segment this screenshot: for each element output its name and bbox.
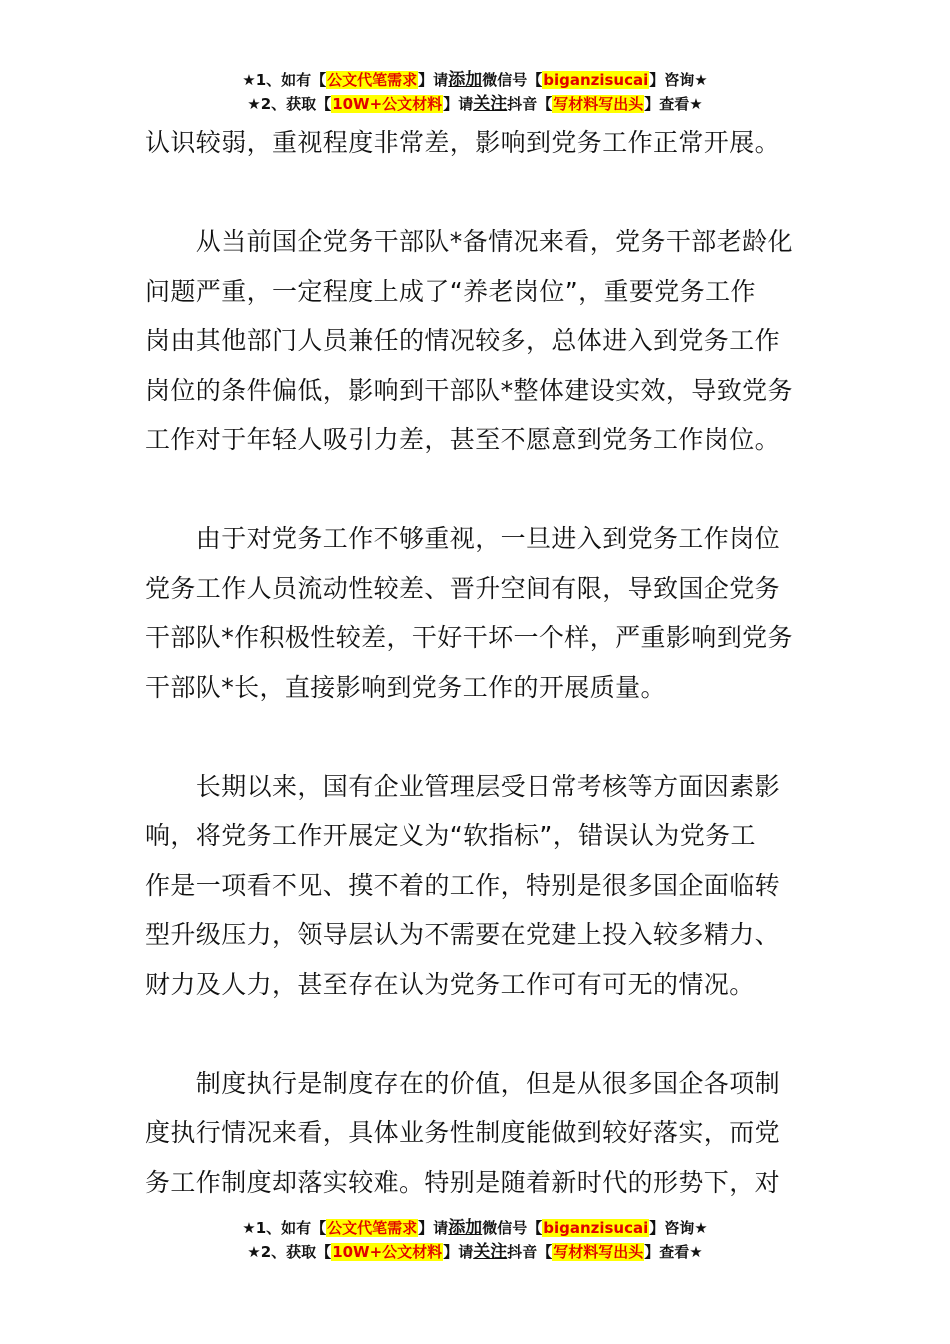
banner-text: ★2、获取【 (247, 1243, 332, 1261)
banner-text: 】咨询★ (649, 71, 708, 89)
text-line: 务工作制度却落实较难。特别是随着新时代的形势下，对 (145, 1167, 781, 1197)
text-line: 从当前国企党务干部队*备情况来看，党务干部老龄化 (145, 227, 793, 256)
text-line: 认识较弱，重视程度非常差，影响到党务工作正常开展。 (145, 128, 781, 157)
text-line: 党务工作人员流动性较差、晋升空间有限，导致国企党务 (145, 573, 781, 603)
document-body (145, 118, 807, 1207)
banner-text: 抖音【 (507, 1243, 553, 1261)
text-line: 岗位的条件偏低，影响到干部队*整体建设实效，导致党务 (145, 375, 793, 405)
text-line: 工作对于年轻人吸引力差，甚至不愿意到党务工作岗位。 (145, 425, 781, 454)
footer-banner (0, 1216, 950, 1264)
text-line: 问题严重，一定程度上成了“养老岗位”，重要党务工作 (145, 276, 756, 306)
highlight-materials: 10W+公文材料 (332, 95, 443, 113)
text-line: 制度执行是制度存在的价值，但是从很多国企各项制 (145, 1068, 781, 1098)
banner-line-1 (0, 1216, 950, 1240)
highlight-service: 公文代笔需求 (327, 71, 418, 89)
banner-line-2 (0, 92, 950, 116)
text-line: 由于对党务工作不够重视，一旦进入到党务工作岗位 (145, 524, 781, 553)
banner-text: 抖音【 (507, 95, 553, 113)
highlight-douyin-account: 写材料写出头 (553, 95, 644, 113)
banner-underlined-text: 添加 (448, 1218, 483, 1238)
banner-underlined-text: 关注 (473, 94, 508, 114)
text-line: 型升级压力，领导层认为不需要在党建上投入较多精力、 (145, 920, 781, 949)
highlight-wechat-id: biganzisucai (543, 71, 649, 89)
banner-line-2 (0, 1240, 950, 1264)
paragraph-gap (145, 712, 807, 762)
header-banner (0, 68, 950, 116)
banner-text: 】请 (418, 71, 449, 89)
banner-text: 微信号【 (482, 71, 543, 89)
banner-text: 】请 (443, 95, 474, 113)
banner-line-1 (0, 68, 950, 92)
banner-underlined-text: 添加 (448, 70, 483, 90)
banner-text: ★1、如有【 (242, 71, 327, 89)
text-line: 度执行情况来看，具体业务性制度能做到较好落实，而党 (145, 1118, 781, 1147)
text-line: 响，将党务工作开展定义为“软指标”，错误认为党务工 (145, 821, 756, 850)
banner-text: 】请 (418, 1219, 449, 1237)
highlight-wechat-id: biganzisucai (543, 1219, 649, 1237)
banner-text: ★2、获取【 (247, 95, 332, 113)
text-line: 干部队*长，直接影响到党务工作的开展质量。 (145, 672, 666, 702)
text-line: 作是一项看不见、摸不着的工作，特别是很多国企面临转 (145, 870, 781, 900)
text-line: 干部队*作积极性较差，干好干坏一个样，严重影响到党务 (145, 623, 793, 652)
banner-text: 】咨询★ (649, 1219, 708, 1237)
banner-text: 】请 (443, 1243, 474, 1261)
banner-text: 】查看★ (644, 95, 703, 113)
highlight-service: 公文代笔需求 (327, 1219, 418, 1237)
banner-text: 微信号【 (482, 1219, 543, 1237)
text-line: 长期以来，国有企业管理层受日常考核等方面因素影 (145, 771, 781, 801)
text-line: 财力及人力，甚至存在认为党务工作可有可无的情况。 (145, 969, 755, 999)
text-line: 岗由其他部门人员兼任的情况较多，总体进入到党务工作 (145, 326, 781, 355)
paragraph-gap (145, 1009, 807, 1059)
banner-text: 】查看★ (644, 1243, 703, 1261)
banner-underlined-text: 关注 (473, 1242, 508, 1262)
highlight-douyin-account: 写材料写出头 (553, 1243, 644, 1261)
highlight-materials: 10W+公文材料 (332, 1243, 443, 1261)
paragraph-gap (145, 465, 807, 515)
banner-text: ★1、如有【 (242, 1219, 327, 1237)
paragraph-gap (145, 168, 807, 218)
